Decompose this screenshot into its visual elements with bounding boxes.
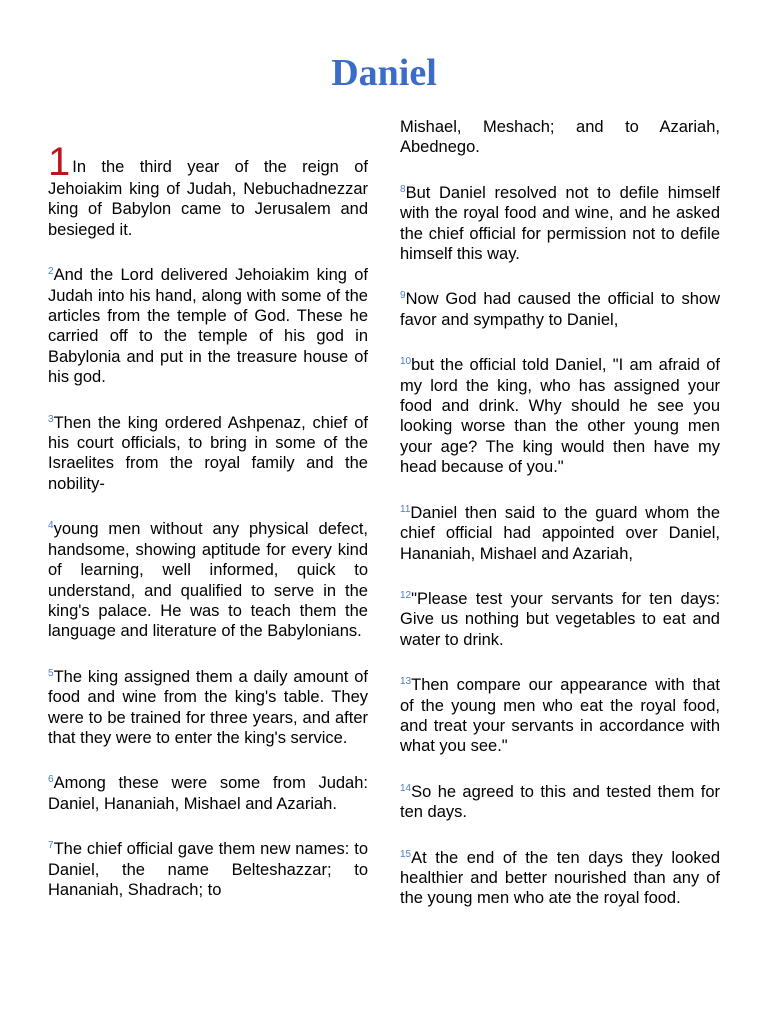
page-title: Daniel — [331, 52, 437, 94]
verse-text: Daniel then said to the guard whom the chief official had appointed over Daniel, Hananiah, Mishael and Azariah, — [400, 503, 720, 563]
verse-11 — [400, 503, 720, 564]
verse-13 — [400, 675, 720, 757]
verse-number: 13 — [400, 676, 412, 688]
verse-14 — [400, 782, 720, 823]
verse-10 — [400, 355, 720, 477]
verse-15 — [400, 848, 720, 909]
verse-number: 9 — [400, 290, 406, 302]
verse-text: So he agreed to this and tested them for ten days. — [400, 782, 720, 822]
verse-8 — [400, 183, 720, 265]
verse-number: 8 — [400, 183, 406, 195]
verse-text: Now God had caused the official to show favor and sympathy to Daniel, — [400, 290, 720, 329]
verse-4 — [48, 519, 368, 641]
verse-number: 4 — [48, 520, 54, 532]
verse-7 — [48, 839, 368, 900]
verse-number: 2 — [48, 266, 54, 278]
verse-number: 6 — [48, 774, 54, 786]
verse-number: 14 — [400, 782, 412, 794]
verse-number: 7 — [48, 840, 54, 852]
verse-12 — [400, 589, 720, 650]
verse-3 — [48, 413, 368, 495]
verse-text: The king assigned them a daily amount of food and wine from the king's table. They were to be trained for three years, and after that they were to enter the king's service. — [48, 667, 368, 747]
left-column — [48, 140, 368, 925]
verse-2 — [48, 265, 368, 387]
verse-text: young men without any physical defect, handsome, showing aptitude for every kind of learning, well informed, quick to understand, and qualified to serve in the king's palace. He was to teach them the language and literature of the Babylonians. — [48, 520, 368, 641]
verse-text: But Daniel resolved not to defile himself with the royal food and wine, and he asked the chief official for permission not to defile himself this way. — [400, 183, 720, 264]
verse-number: 12 — [400, 589, 412, 601]
verse-text: but the official told Daniel, "I am afraid of my lord the king, who has assigned your food and drink. Why should he see you looking worse than the other young men your age? The king would then have my head because of you." — [400, 356, 720, 477]
verse-text: "Please test your servants for ten days: Give us nothing but vegetables to eat and water to drink. — [400, 589, 720, 649]
verse-text: The chief official gave them new names: to Daniel, the name Belteshazzar; to Hananiah, Shadrach; to — [48, 840, 368, 899]
verse-text: At the end of the ten days they looked healthier and better nourished than any of the young men who ate the royal food. — [400, 848, 720, 908]
verse-1 — [48, 140, 368, 240]
verse-9 — [400, 289, 720, 330]
verse-number: 3 — [48, 413, 54, 425]
right-column — [400, 117, 720, 934]
verse-number: 5 — [48, 667, 54, 679]
chapter-number: 1 — [48, 140, 71, 184]
verse-5 — [48, 667, 368, 749]
verse-6 — [48, 773, 368, 814]
verse-text: Then the king ordered Ashpenaz, chief of his court officials, to bring in some of the Israelites from the royal family and the nobility- — [48, 413, 368, 493]
verse-text: Then compare our appearance with that of the young men who eat the royal food, and treat your servants in accordance with what you see." — [400, 676, 720, 756]
verse-text: In the third year of the reign of Jehoiakim king of Judah, Nebuchadnezzar king of Babylon came to Jerusalem and besieged it. — [48, 158, 368, 239]
verse-7-continued — [400, 117, 720, 158]
verse-text: Among these were some from Judah: Daniel, Hananiah, Mishael and Azariah. — [48, 774, 368, 813]
verse-text: And the Lord delivered Jehoiakim king of Judah into his hand, along with some of the articles from the temple of God. These he carried off to the temple of his god in Babylonia and put in the treasure house of his god. — [48, 266, 368, 387]
verse-text: Mishael, Meshach; and to Azariah, Abednego. — [400, 118, 720, 157]
verse-number: 10 — [400, 356, 412, 368]
verse-number: 15 — [400, 848, 412, 860]
verse-number: 11 — [400, 503, 411, 515]
